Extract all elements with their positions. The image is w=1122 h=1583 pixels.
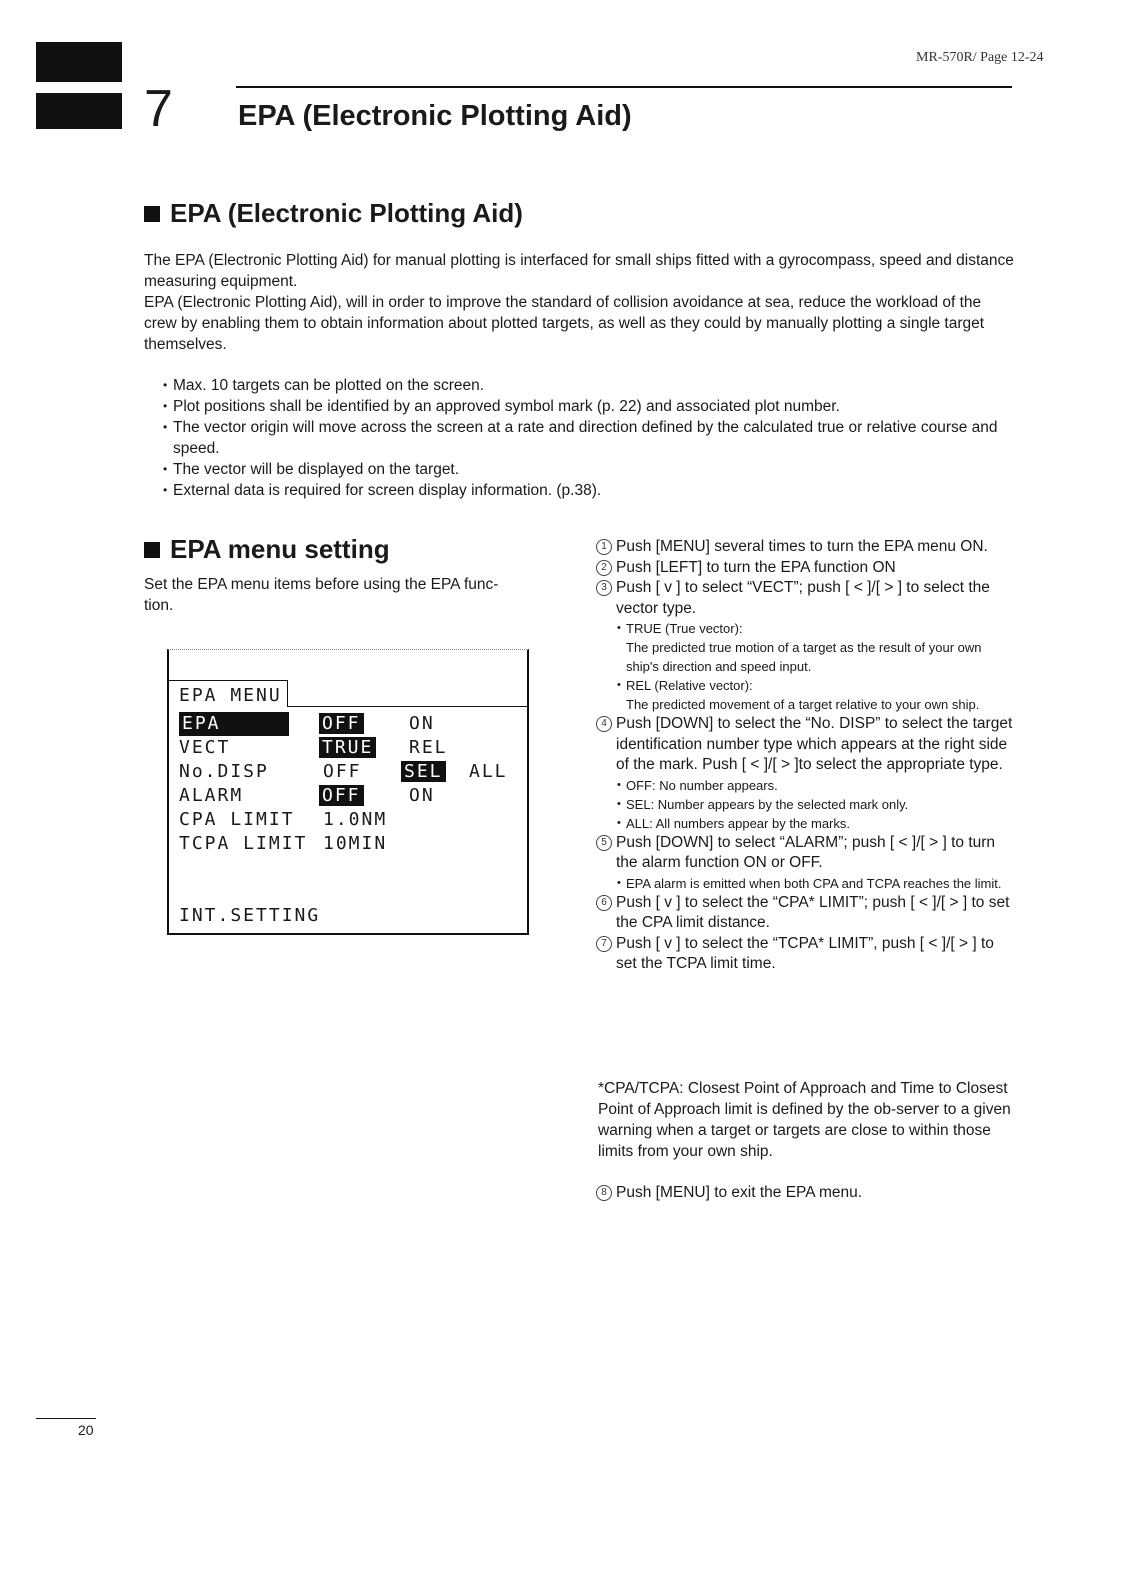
epa-menu-screen [167,649,529,935]
step-text: Push [ v ] to select the “TCPA* LIMIT”, push [ < ]/[ > ] to set the TCPA limit time. [616,934,994,972]
step-number-icon: 7 [596,936,612,952]
step-number-icon: 3 [596,580,612,596]
menu-label[interactable]: ALARM [179,785,244,806]
step-7 [586,934,1014,975]
section-intro [144,574,564,616]
section-title-text: EPA (Electronic Plotting Aid) [170,198,523,228]
step-text: Push [DOWN] to select the “No. DISP” to select the target identification number type which appears at the right side of the mark. Push [ < ]/[ > ]to select the appropriate type. [616,715,1013,773]
option-true-selected[interactable]: TRUE [319,737,376,758]
page-reference: MR-570R/ Page 12-24 [916,50,1044,65]
sub-item: • ALL: All numbers appear by the marks. [586,814,1014,833]
page-number: 20 [78,1422,94,1438]
option-off[interactable]: OFF [323,761,362,782]
list-item: • Plot positions shall be identified by an approved symbol mark (p. 22) and associated plot number. [163,396,1013,417]
list-item: • The vector will be displayed on the target. [163,459,1013,480]
step-number-icon: 2 [596,560,612,576]
section-title-menu [144,534,390,565]
option-off-selected[interactable]: OFF [319,713,364,734]
sub-item: • EPA alarm is emitted when both CPA and TCPA reaches the limit. [586,874,1014,893]
step-text: Push [ v ] to select the “CPA* LIMIT”; push [ < ]/[ > ] to set the CPA limit distance. [616,893,1010,931]
menu-label: EPA [179,712,289,736]
sub-item: • REL (Relative vector): [586,676,1014,695]
step-text: Push [MENU] several times to turn the EPA menu ON. [616,538,988,555]
square-bullet-icon [144,206,160,222]
step-4 [586,714,1014,776]
sub-description: The predicted true motion of a target as the result of your own ship's direction and speed input. [626,640,982,674]
menu-label[interactable]: No.DISP [179,761,269,782]
section-title-epa [144,198,523,229]
step-number-icon: 4 [596,716,612,732]
step-number-icon: 1 [596,539,612,555]
menu-row-epa[interactable] [179,712,289,736]
feature-list [163,375,1013,501]
sub-item: • SEL: Number appears by the selected mark only. [586,795,1014,814]
option-on[interactable]: ON [409,785,435,806]
step-3 [586,578,1014,619]
step-6 [586,893,1014,934]
step-text: Push [DOWN] to select “ALARM”; push [ < ]/[ > ] to turn the alarm function ON or OFF. [616,833,996,871]
paragraph: The EPA (Electronic Plotting Aid) for manual plotting is interfaced for small ships fitted with a gyrocompass, speed and distance measuring equipment. [144,252,1014,290]
footer-rule [36,1418,96,1419]
chapter-number: 7 [144,80,173,138]
option-rel[interactable]: REL [409,737,448,758]
int-setting-item[interactable]: INT.SETTING [179,905,321,926]
step-text: Push [MENU] to exit the EPA menu. [616,1184,863,1201]
option-on[interactable]: ON [409,713,435,734]
list-item: • External data is required for screen display information. (p.38). [163,480,1013,501]
paragraph: EPA (Electronic Plotting Aid), will in order to improve the standard of collision avoidance at sea, reduce the workload of the crew by enabling them to obtain information about plotted targets, as well as they could by manually plotting a single target themselves. [144,294,985,353]
procedure-steps [586,537,1014,975]
menu-label[interactable]: CPA LIMIT [179,809,295,830]
list-item: • The vector origin will move across the screen at a rate and direction defined by the calculated true or relative course and speed. [163,417,1013,459]
sub-item: • OFF: No number appears. [586,776,1014,795]
intro-paragraphs [144,250,1014,355]
step-2 [586,558,1014,579]
tcpa-limit-value[interactable]: 10MIN [323,833,388,854]
step-number-icon: 6 [596,895,612,911]
chapter-rule [236,86,1012,88]
step-1 [586,537,1014,558]
sub-description: The predicted movement of a target relative to your own ship. [626,697,980,712]
step-number-icon: 8 [596,1185,612,1201]
cpa-limit-value[interactable]: 1.0NM [323,809,388,830]
menu-label[interactable]: TCPA LIMIT [179,833,308,854]
list-item: • Max. 10 targets can be plotted on the screen. [163,375,1013,396]
step-8 [586,1183,1014,1204]
option-off-selected[interactable]: OFF [319,785,364,806]
intro-line: Set the EPA menu items before using the EPA func- [144,576,499,593]
step-text: Push [ v ] to select “VECT”; push [ < ]/[ > ] to select the vector type. [616,579,990,617]
option-all[interactable]: ALL [469,761,508,782]
intro-line: tion. [144,597,174,614]
step-text: Push [LEFT] to turn the EPA function ON [616,558,896,576]
step-number-icon: 5 [596,835,612,851]
square-bullet-icon [144,542,160,558]
procedure-final-step [586,1183,1014,1204]
sub-item: • TRUE (True vector): [586,619,1014,638]
step-5 [586,833,1014,874]
chapter-title: EPA (Electronic Plotting Aid) [238,100,632,132]
section-title-text: EPA menu setting [170,534,390,564]
menu-label[interactable]: VECT [179,737,231,758]
menu-title: EPA MENU [179,685,282,706]
cpa-tcpa-note: *CPA/TCPA: Closest Point of Approach and Time to Closest Point of Approach limit is defined by the ob-server to a given warning when a target or targets are close to within those limits from your own ship. [598,1080,1011,1160]
option-sel-selected[interactable]: SEL [401,761,446,782]
